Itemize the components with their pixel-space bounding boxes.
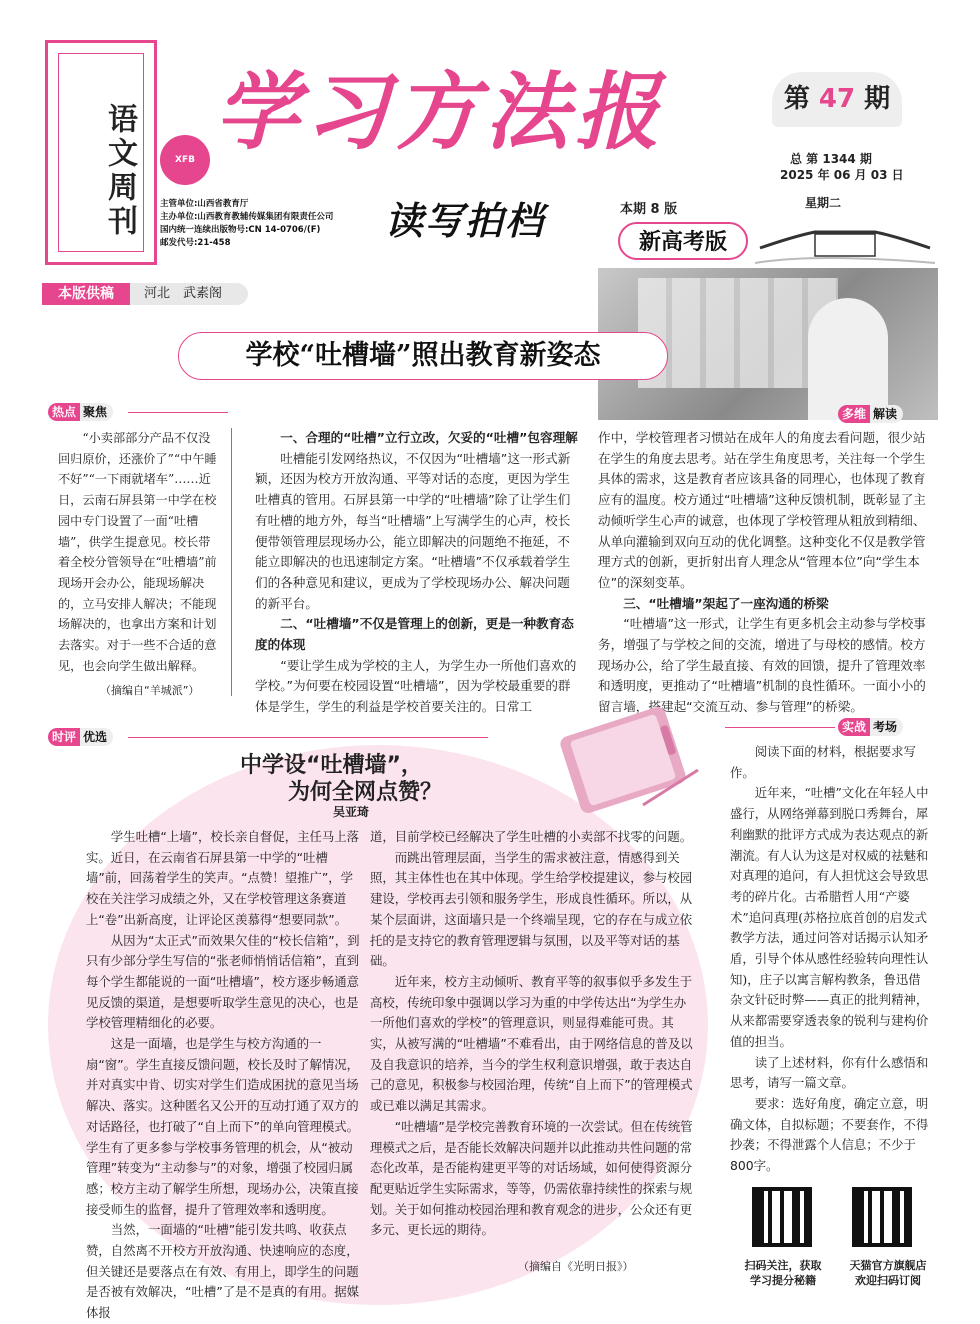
- commentary-column-2: [370, 827, 698, 1241]
- commentary-title-line-1: 中学设“吐槽墙”，: [240, 753, 423, 778]
- practice-column: [730, 742, 930, 1177]
- issue-number: [772, 72, 902, 127]
- hot-focus-text: “小卖部部分产品不仅没回归原价，还涨价了”“中午睡不好”“一下雨就堵车”……近日，云南石屏县第一中学在校园中专门设置了一面“吐槽墙”，供学生提意见。校长带着全校分管领导在“吐槽墙”前现场开会办公，能现场解决的，立马安排人解决；不能现场解决的，也拿出方案和计划去落实。对于一些不合适的意见，也会向学生做出解释。: [58, 431, 217, 673]
- qr-code-store[interactable]: [852, 1187, 912, 1247]
- weekday: 星期二: [805, 196, 842, 210]
- analysis-paragraph: “吐槽墙”这一形式，让学生有更多机会主动参与学校事务，增强了与学校之间的交流，增进了与母校的感情。校方现场办公，给了学生最直接、有效的回馈，提升了管理效率和透明度，更推动了“吐槽墙”机制的良性循环。一面小小的留言墙，搭建起“交流互动、参与管理”的桥梁。: [598, 616, 926, 715]
- divider: [725, 727, 835, 728]
- issue-prefix: 第: [783, 84, 810, 114]
- analysis-heading-2: 二、“吐槽墙”不仅是管理上的创新，更是一种教育态度的体现: [255, 616, 574, 653]
- commentary-paragraph: 道，目前学校已经解决了学生吐槽的小卖部不找零的问题。: [370, 829, 693, 844]
- column-name-frame: [45, 40, 157, 265]
- commentary-source: （摘编自《光明日报》）: [518, 1260, 634, 1273]
- edition-badge: 新高考版: [618, 222, 748, 260]
- divider: [128, 737, 488, 738]
- commentary-paragraph: 近年来，校方主动倾听、教育平等的叙事似乎多发生于高校，传统印象中强调以学习为重的中学传达出“为学生办一所他们喜欢的学校”的管理意识，则显得难能可贵。其实，从被写满的“吐槽墙”不难看出，由于网络信息的普及以及自我意识的培养，当今的学生权利意识增强，敢于表达自己的意见，积极参与校园治理，传统“自上而下”的管理模式或已难以满足其需求。: [370, 973, 693, 1114]
- contributor-tag: 本版供稿: [42, 283, 130, 305]
- divider: [128, 412, 228, 413]
- pub-info-line: 主管单位:山西省教育厅: [160, 199, 249, 209]
- practice-requirements: 要求：选好角度，确定立意，明确文体，自拟标题；不要套作，不得抄袭；不得泄露个人信息；不少于800字。: [730, 1095, 929, 1174]
- column-divider: [231, 428, 232, 696]
- practice-material: 近年来，“吐槽”文化在年轻人中盛行，从网络弹幕到脱口秀舞台，犀利幽默的批评方式成为表达观点的新潮流。有人认为这是对权威的祛魅和对真理的追问，有人担忧这会导致思考的碎片化。古希腊哲人用“产婆术”追问真理(苏格拉底首创的启发式教学方法，通过问答对话揭示认知矛盾，引导个体从感性经验转向理性认知)，庄子以寓言解构教条，鲁迅借杂文针砭时弊——真正的批判精神，从来都需要穿透表象的锐利与建构价值的担当。: [730, 785, 929, 1049]
- section-tag-commentary: 时评 优选: [48, 728, 113, 746]
- sub-title: 读写拍档: [385, 199, 546, 243]
- commentary-paragraph: 这是一面墙，也是学生与校方沟通的一扇“窗”。学生直接反馈问题，校长及时了解情况，并对真实中肯、切实对学生们造成困扰的意见当场解决、落实。这种匿名又公开的互动打通了双方的对话路径，也打破了“自上而下”的单向管理模式。学生有了更多参与学校事务管理的机会，从“被动管理”转变为“主动参与”的对象，增强了校园归属感；校方主动了解学生所想，现场办公，决策直接接受师生的监督，提升了管理效率和透明度。: [86, 1036, 360, 1217]
- analysis-column-2: [598, 428, 933, 718]
- issue-value: 47: [818, 84, 856, 114]
- logo-badge: XFB: [160, 135, 210, 185]
- section-tag-practice: 实战 考场: [838, 718, 903, 736]
- commentary-paragraph: 当然，一面墙的“吐槽”能引发共鸣、收获点赞，自然离不开校方开放沟通、快速响应的态度，但关键还是要落点在有效、有用上，即学生的问题是否被有效解决，“吐槽”了是不是真的有用。据媒体报: [86, 1222, 360, 1321]
- column-name: 语文周刊: [102, 103, 137, 239]
- analysis-column-1: [255, 428, 580, 718]
- analysis-paragraph: 作中，学校管理者习惯站在成年人的角度去看问题，很少站在学生的角度去思考。站在学生角度思考，关注每一个学生具体的需求，这是教育者应该具备的同理心，也体现了教育应有的温度。校方通过“吐槽墙”这种反馈机制，既彰显了主动倾听学生心声的诚意，也体现了学校管理从粗放到精细、从单向灌输到双向互动的优化调整。这种变化不仅是教学管理方式的创新，更折射出育人理念从“管理本位”向“学生本位”的深刻变革。: [598, 430, 926, 590]
- commentary-title-line-2: 为何全网点赞？: [288, 780, 443, 805]
- hot-focus-source: （摘编自“羊城派”）: [100, 684, 200, 697]
- commentary-paragraph: 从因为“太正式”而效果欠佳的“校长信箱”，到只有少部分学生写信的“张老师悄悄话信箱”，直到每个学生都能说的一面“吐槽墙”，校方逐步畅通意见反馈的渠道，是想要听取学生意见的决心，也是学校管理精细化的必要。: [86, 932, 360, 1031]
- analysis-paragraph: “要让学生成为学校的主人，为学生办一所他们喜欢的学校。”为何要在校园设置“吐槽墙”，因为学校最重要的群体是学生，学生的利益是学校首要关注的。日常工: [255, 657, 577, 715]
- page-count: 本期 8 版: [620, 202, 678, 217]
- commentary-author: 吴亚琦: [333, 805, 370, 819]
- practice-intro: 阅读下面的材料，根据要求写作。: [730, 744, 916, 780]
- analysis-heading-3: 三、“吐槽墙”架起了一座沟通的桥梁: [623, 595, 829, 611]
- practice-prompt: 读了上述材料，你有什么感悟和思考，请写一篇文章。: [730, 1054, 929, 1091]
- section-tag-hot-focus: 热点 聚焦: [48, 403, 113, 421]
- main-headline: 学校“吐槽墙”照出教育新姿态: [245, 340, 601, 371]
- commentary-paragraph: 而跳出管理层面，当学生的需求被注意，情感得到关照，其主体性也在其中体现。学生给学校提建议，参与校园建设，学校再去引领和服务学生，形成良性循环。所以，从某个层面讲，这面墙只是一个终端呈现，它的存在与成立依托的是支持它的教育管理逻辑与氛围，以及平等对话的基础。: [370, 849, 693, 969]
- qr-caption: 天猫官方旗舰店 欢迎扫码订阅: [849, 1259, 927, 1287]
- section-tag-analysis: 多维 解读: [838, 405, 903, 423]
- notebook-icon: [548, 700, 708, 820]
- commentary-paragraph: 学生吐槽“上墙”，校长亲自督促，主任马上落实。近日，在云南省石屏县第一中学的“吐槽墙”前，回荡着学生的笑声。“点赞！望推广”，学校在关注学习成绩之外，又在学校管理这条赛道上“卷”出新高度，让评论区羡慕得“想要同款”。: [86, 829, 360, 927]
- analysis-heading-1: 一、合理的“吐槽”立行立改，欠妥的“吐槽”包容理解: [280, 430, 578, 445]
- issue-suffix: 期: [864, 84, 891, 114]
- pub-info-line: 主办单位:山西教育教辅传媒集团有限责任公司: [160, 212, 334, 222]
- contributor-name: 河北 武素阁: [130, 283, 248, 305]
- qr-caption: 扫码关注，获取 学习提分秘籍: [744, 1259, 822, 1287]
- pub-info-line: 国内统一连续出版物号:CN 14-0706/(F): [160, 225, 321, 235]
- total-issue: 总 第 1344 期: [790, 152, 872, 166]
- commentary-paragraph: “吐槽墙”是学校完善教育环境的一次尝试。但在传统管理模式之后，是否能长效解决问题并以此推动共性问题的常态化改革，是否能构建更平等的对话场域，如何使得资源分配更贴近学生实际需求，等等，仍需依靠持续性的探索与规划。关于如何推动校园治理和教育观念的进步，公众还有更多元、更长远的期待。: [370, 1118, 693, 1238]
- paper-title: 学习方法报: [215, 62, 666, 161]
- publication-info: [160, 198, 390, 250]
- qr-code-follow[interactable]: [752, 1187, 812, 1247]
- analysis-paragraph: 吐槽能引发网络热议，不仅因为“吐槽墙”这一形式新颖，还因为校方开放沟通、平等对话的态度，更因为学生吐槽真的管用。石屏县第一中学的“吐槽墙”除了让学生们有吐槽的地方外，每当“吐槽墙”上写满学生的心声，校长便带领管理层现场办公，能立即解决的问题绝不拖延，不能立即解决的也迅速制定方案。“吐槽墙”不仅承载着学生们的各种意见和建议，更成为了学校现场办公、解决问题的新平台。: [255, 450, 571, 611]
- publish-date: 2025 年 06 月 03 日: [780, 168, 904, 182]
- pub-info-line: 邮发代号:21-458: [160, 238, 231, 248]
- roof-decoration-icon: [755, 218, 935, 268]
- commentary-column-1: [86, 827, 361, 1324]
